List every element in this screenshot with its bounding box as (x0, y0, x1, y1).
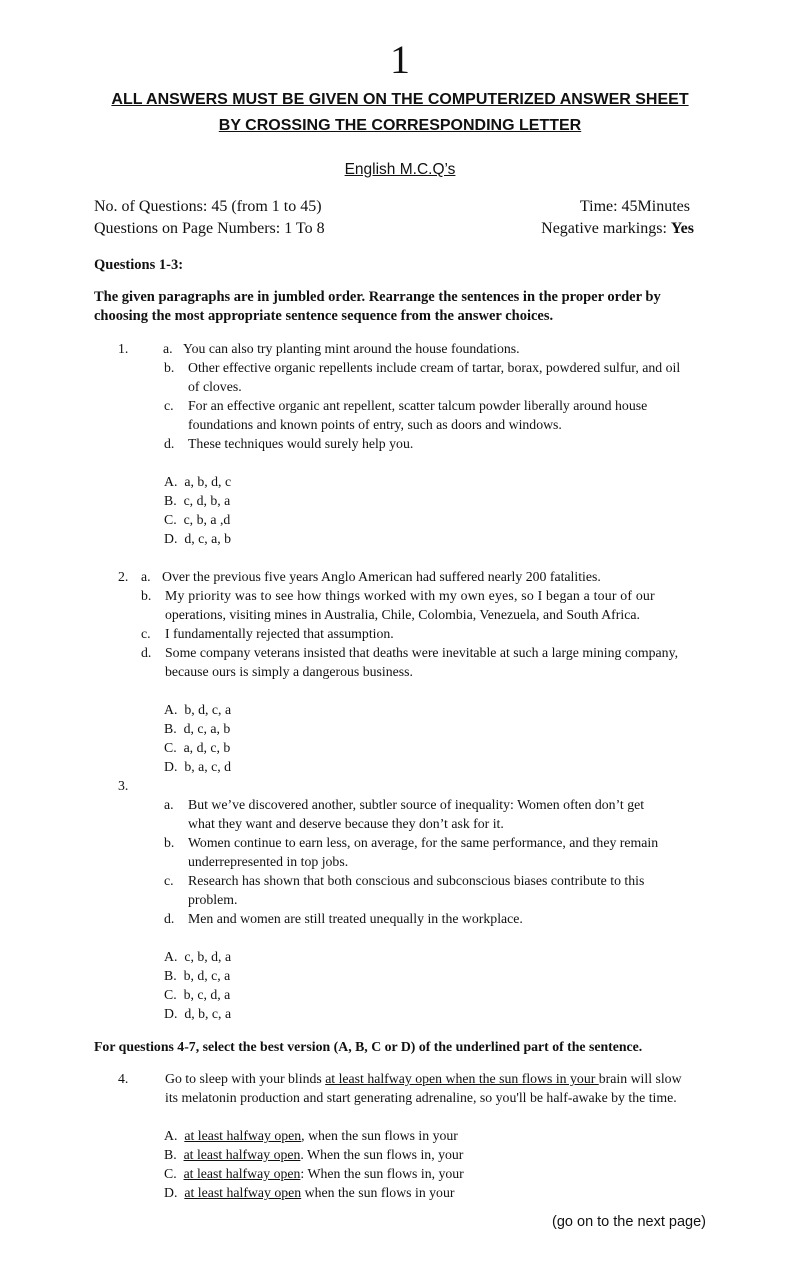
option-letter: B. (164, 1147, 177, 1162)
subject-title: English M.C.Q’s (344, 161, 456, 178)
answer-option (164, 1145, 463, 1164)
question-text-start: Go to sleep with your blinds (165, 1071, 326, 1086)
option-letter: C. (164, 987, 177, 1002)
option-text: c, b, d, a (184, 949, 232, 964)
answer-option (164, 510, 230, 529)
option-text: c, d, b, a (183, 493, 231, 508)
option-text: b, a, c, d (184, 759, 232, 774)
answer-option (164, 491, 230, 510)
sentence-text: problem. (188, 892, 238, 907)
sentence-text: My priority was to see how things worked with my own eyes, so I began a tour of our (165, 588, 655, 603)
sentence-text: because ours is simply a dangerous business. (165, 664, 413, 679)
option-underlined: at least halfway open (183, 1147, 301, 1162)
option-text: b, d, c, a (184, 702, 232, 717)
sentence-text: Research has shown that both conscious and subconscious biases contribute to this (188, 873, 645, 888)
sentence-text: Other effective organic repellents include cream of tartar, borax, powdered sulfur, and oil (188, 360, 681, 375)
sentence-letter: a. (141, 569, 151, 584)
option-letter: C. (164, 512, 177, 527)
sentence-text: These techniques would surely help you. (188, 436, 414, 451)
option-text: b, d, c, a (183, 968, 231, 983)
question-number: 1. (118, 341, 129, 356)
instruction-heading-line1: ALL ANSWERS MUST BE GIVEN ON THE COMPUTERIZED ANSWER SHEET (111, 91, 689, 108)
option-letter: A. (164, 702, 178, 717)
answer-option (164, 947, 231, 966)
option-underlined: at least halfway open (184, 1128, 302, 1143)
sentence-text: Some company veterans insisted that deaths were inevitable at such a large mining company, (165, 645, 679, 660)
question-count: No. of Questions: 45 (from 1 to 45) (94, 198, 322, 215)
option-text: b, c, d, a (183, 987, 231, 1002)
sentence-text: operations, visiting mines in Australia, Chile, Colombia, Venezuela, and South Africa. (165, 607, 640, 622)
instruction-heading-line2: BY CROSSING THE CORRESPONDING LETTER (218, 117, 582, 134)
option-text: a, d, c, b (183, 740, 231, 755)
page-number: 1 (390, 37, 410, 82)
negative-marking (541, 218, 694, 240)
sentence-text: underrepresented in top jobs. (188, 854, 349, 869)
option-letter: A. (164, 949, 178, 964)
question-text (165, 1069, 682, 1088)
question-number: 2. (118, 569, 129, 584)
option-letter: D. (164, 1006, 178, 1021)
question-text-end: brain will slow (598, 1071, 682, 1086)
negative-marking-label: Negative markings: (541, 220, 671, 237)
question-number: 3. (118, 778, 129, 793)
sentence-letter: c. (141, 626, 151, 641)
option-underlined: at least halfway open (184, 1185, 302, 1200)
option-letter: C. (164, 740, 177, 755)
sentence-text: But we’ve discovered another, subtler source of inequality: Women often don’t get (188, 797, 645, 812)
negative-marking-value: Yes (670, 220, 694, 237)
section-heading: For questions 4-7, select the best version (A, B, C or D) of the underlined part of the sentence. (94, 1039, 643, 1054)
sentence-letter: a. (163, 341, 173, 356)
option-letter: D. (164, 1185, 178, 1200)
sentence-text: foundations and known points of entry, such as doors and windows. (188, 417, 562, 432)
sentence-text: For an effective organic ant repellent, scatter talcum powder liberally around house (188, 398, 648, 413)
sentence-letter: b. (141, 588, 152, 603)
section-instructions-line2: choosing the most appropriate sentence sequence from the answer choices. (94, 308, 554, 324)
page-range: Questions on Page Numbers: 1 To 8 (94, 220, 325, 237)
answer-option (164, 1183, 454, 1202)
option-letter: B. (164, 721, 177, 736)
sentence-text: I fundamentally rejected that assumption. (165, 626, 394, 641)
option-letter: B. (164, 968, 177, 983)
answer-option (164, 1164, 464, 1183)
question-text: its melatonin production and start generating adrenaline, so you'll be half-awake by the time. (165, 1090, 677, 1105)
option-text: , when the sun flows in your (301, 1128, 458, 1143)
sentence-text: Women continue to earn less, on average, for the same performance, and they remain (188, 835, 659, 850)
sentence-letter: d. (164, 911, 175, 926)
section-heading: Questions 1-3: (94, 257, 184, 273)
next-page-note: (go on to the next page) (552, 1214, 706, 1230)
answer-option (164, 985, 230, 1004)
sentence-letter: c. (164, 873, 174, 888)
option-text: d, c, a, b (184, 531, 232, 546)
answer-option (164, 700, 231, 719)
option-text: a, b, d, c (184, 474, 232, 489)
sentence-letter: c. (164, 398, 174, 413)
sentence-letter: d. (141, 645, 152, 660)
sentence-letter: b. (164, 360, 175, 375)
sentence-text: what they want and deserve because they don’t ask for it. (188, 816, 504, 831)
sentence-text: of cloves. (188, 379, 242, 394)
answer-option (164, 966, 230, 985)
question-number: 4. (118, 1071, 129, 1086)
underlined-part: at least halfway open when the sun flows in your (325, 1071, 599, 1086)
sentence-text: Men and women are still treated unequally in the workplace. (188, 911, 523, 926)
option-underlined: at least halfway open (183, 1166, 301, 1181)
option-letter: A. (164, 1128, 178, 1143)
sentence-letter: d. (164, 436, 175, 451)
option-letter: D. (164, 759, 178, 774)
section-instructions-line1: The given paragraphs are in jumbled order. Rearrange the sentences in the proper order by (94, 289, 661, 305)
sentence-letter: a. (164, 797, 174, 812)
option-text: . When the sun flows in, your (300, 1147, 464, 1162)
sentence-text: You can also try planting mint around the house foundations. (183, 341, 520, 356)
answer-option (164, 738, 230, 757)
option-text: when the sun flows in your (301, 1185, 455, 1200)
answer-option (164, 719, 230, 738)
option-letter: B. (164, 493, 177, 508)
answer-option (164, 757, 231, 776)
option-letter: A. (164, 474, 178, 489)
option-letter: C. (164, 1166, 177, 1181)
time-limit: Time: 45Minutes (579, 198, 690, 215)
option-text: d, c, a, b (183, 721, 231, 736)
option-text: : When the sun flows in, your (300, 1166, 464, 1181)
option-text: c, b, a ,d (183, 512, 231, 527)
answer-option (164, 529, 231, 548)
answer-option (164, 1004, 231, 1023)
answer-option (164, 472, 231, 491)
option-text: d, b, c, a (184, 1006, 232, 1021)
answer-option (164, 1126, 458, 1145)
option-letter: D. (164, 531, 178, 546)
sentence-text: Over the previous five years Anglo American had suffered nearly 200 fatalities. (162, 569, 601, 584)
sentence-letter: b. (164, 835, 175, 850)
